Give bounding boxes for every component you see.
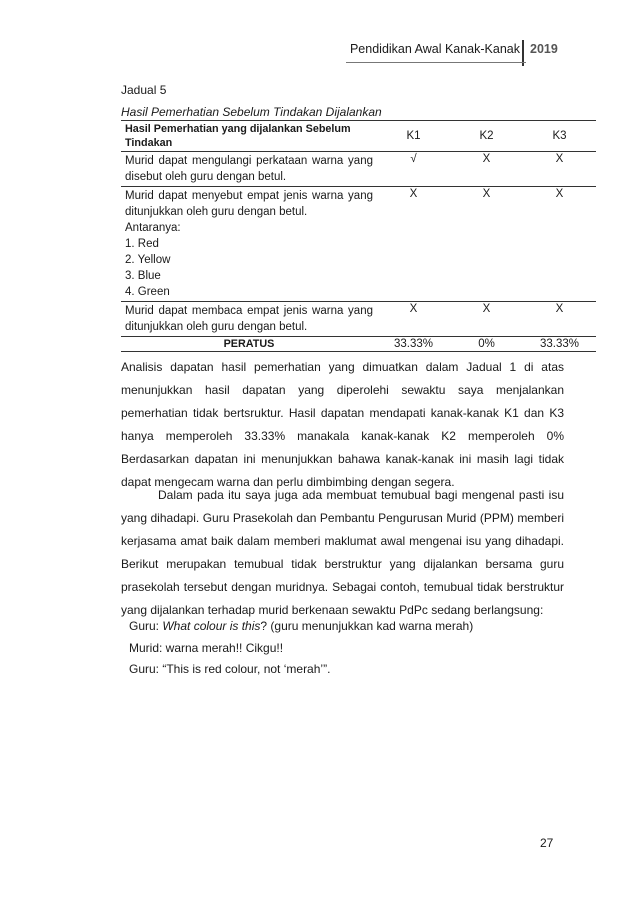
interview-paragraph: Dalam pada itu saya juga ada membuat temubual bagi mengenal pasti isu yang dihadapi. Guru Prasekolah dan Pembantu Pengurusan Murid (PPM) memberi kerjasama amat baik dalam memberi maklumat awal mengenai isu yang dihadapi. Berikut merupakan temubual tidak berstruktur yang dijalankan bersama guru prasekolah tersebut dengan muridnya. Sebagai contoh, temubual tidak berstruktur yang dijalankan terhadap murid berkenaan sewaktu PdPc sedang berlangsung: — [121, 488, 564, 617]
table-number: Jadual 5 — [121, 83, 167, 97]
dialogue-line: Guru: “This is red colour, not ‘merah’”. — [129, 662, 331, 676]
total-k3: 33.33% — [523, 337, 596, 352]
total-k2: 0% — [450, 337, 523, 352]
table-header-row — [121, 121, 596, 152]
row-k1: X — [377, 302, 450, 337]
total-label: PERATUS — [121, 337, 377, 352]
row-k1: √ — [377, 152, 450, 187]
list-intro: Antaranya: — [125, 222, 181, 234]
row-k3: X — [523, 302, 596, 337]
table-total-row — [121, 337, 596, 352]
row-k2: X — [450, 302, 523, 337]
page-number: 27 — [540, 836, 554, 850]
total-k1: 33.33% — [377, 337, 450, 352]
row-description: Murid dapat menyebut empat jenis warna yang ditunjukkan oleh guru dengan betul. — [125, 190, 373, 218]
analysis-paragraph: Analisis dapatan hasil pemerhatian yang dimuatkan dalam Jadual 1 di atas menunjukkan hasil dapatan yang diperolehi sewaktu saya menjalankan pemerhatian tidak bertsruktur. Hasil dapatan mendapati kanak-kanak K1 dan K3 hanya memperoleh 33.33% manakala kanak-kanak K2 memperoleh 0% Berdasarkan dapatan ini menunjukkan bahawa kanak-kanak ini masih lagi tidak dapat mengecam warna dan perlu dimbimbing dengan segera. — [121, 360, 564, 489]
row-k3: X — [523, 152, 596, 187]
dialogue-speaker: Guru: — [129, 619, 160, 633]
table-row — [121, 187, 596, 302]
header-k2: K2 — [450, 121, 523, 152]
dialogue-question: What colour is this — [162, 619, 261, 633]
header-year: 2019 — [530, 42, 558, 56]
dialogue-note: ? (guru menunjukkan kad warna merah) — [260, 619, 474, 633]
header-k3: K3 — [523, 121, 596, 152]
list-item: 3. Blue — [125, 270, 161, 282]
list-item: 4. Green — [125, 286, 170, 298]
header-rule — [346, 62, 526, 63]
header-title: Pendidikan Awal Kanak-Kanak — [349, 42, 520, 56]
row-description: Murid dapat mengulangi perkataan warna yang disebut oleh guru dengan betul. — [121, 152, 377, 187]
row-description-cell — [121, 187, 377, 302]
list-item: 2. Yellow — [125, 254, 171, 266]
dialogue-line: Murid: warna merah!! Cikgu!! — [129, 640, 284, 655]
row-k3: X — [523, 187, 596, 302]
observation-table — [121, 120, 596, 352]
dialogue — [129, 616, 473, 681]
row-k2: X — [450, 152, 523, 187]
table-row — [121, 302, 596, 337]
list-item: 1. Red — [125, 238, 159, 250]
page-header — [0, 40, 638, 64]
dialogue-line — [129, 616, 473, 638]
table-row — [121, 152, 596, 187]
header-k1: K1 — [377, 121, 450, 152]
row-k1: X — [377, 187, 450, 302]
row-k2: X — [450, 187, 523, 302]
header-observation: Hasil Pemerhatian yang dijalankan Sebelum Tindakan — [121, 121, 377, 152]
row-description: Murid dapat membaca empat jenis warna yang ditunjukkan oleh guru dengan betul. — [121, 302, 377, 337]
table-title: Hasil Pemerhatian Sebelum Tindakan Dijalankan — [121, 105, 382, 119]
